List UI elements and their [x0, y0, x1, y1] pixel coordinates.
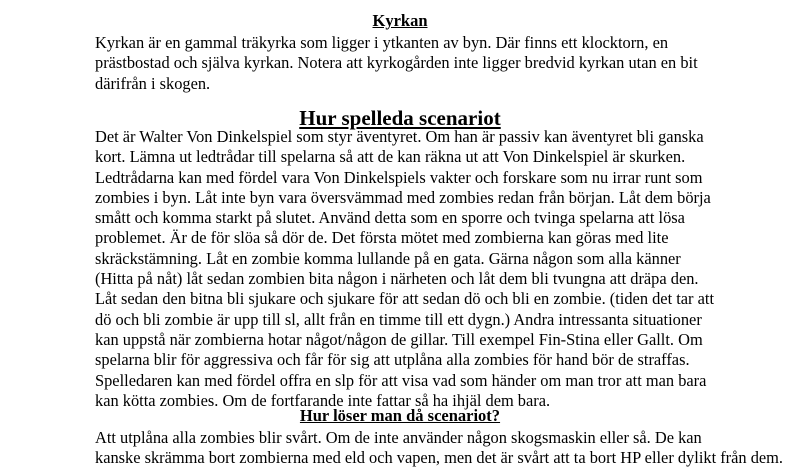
text-line: kanske skrämma bort zombierna med eld och vapen, men det är svårt att ta bort HP eller dylikt från dem. [95, 448, 784, 468]
text-line: kort. Lämna ut ledtrådar till spelarna så att de kan räkna ut att Von Dinkelspiel är skurken. [95, 147, 686, 167]
text-line: kan uppstå när zombierna hotar något/någon de gillar. Till exempel Fin-Stina eller Gallt. Om [95, 329, 703, 349]
text-line: Ledtrådarna kan med fördel vara Von Dinkelspiels vakter och forskare som nu irrar runt som [95, 167, 703, 187]
section-heading-spelleda: Hur spelleda scenariot [299, 106, 501, 130]
text-line: kan kötta zombies. Om de fortfarande inte fattar så ha ihjäl dem bara. [95, 390, 551, 410]
text-line: Kyrkan är en gammal träkyrka som ligger i ytkanten av byn. Där finns ett klocktorn, en [95, 33, 669, 52]
text-line: zombies i byn. Låt inte byn vara översvämmad med zombies redan från början. Låt dem börja [95, 187, 711, 207]
paragraph-spelleda [95, 127, 735, 411]
text-line: smått och komma starkt på slutet. Använd detta som en sporre och tvinga spelarna att lösa [95, 208, 685, 228]
text-line: (Hitta på nåt) låt sedan zombien bita någon i närheten och låt dem bli tvungna att dräpa den. [95, 269, 699, 289]
text-line: dö och bli zombie är upp till sl, allt från en timme till ett dygn.) Andra intressanta situationer [95, 309, 702, 329]
text-line: Det är Walter Von Dinkelspiel som styr äventyret. Om han är passiv kan äventyret bli ganska [95, 127, 704, 146]
paragraph-losning [95, 428, 784, 469]
section-heading-losning: Hur löser man då scenariot? [299, 406, 501, 425]
text-line: problemet. Är de för slöa så dör de. Det första mötet med zombierna kan göras med lite [95, 228, 669, 248]
text-line: spelarna blir för aggressiva och får för sig att utplåna alla zombies för hand bör de straffas. [95, 350, 690, 370]
text-line: Låt sedan den bitna bli sjukare och sjukare för att sedan dö och bli en zombie. (tiden det tar att [95, 289, 714, 309]
text-line: därifrån i skogen. [95, 73, 211, 93]
text-line: Spelledaren kan med fördel offra en slp för att visa vad som händer om man tror att man bara [95, 370, 707, 390]
text-line: Att utplåna alla zombies blir svårt. Om de inte använder någon skogsmaskin eller så. De kan [95, 428, 702, 447]
paragraph-kyrkan [95, 33, 735, 94]
text-line: skräckstämning. Låt en zombie komma lullande på en gata. Gärna någon som alla känner [95, 248, 681, 268]
text-line: prästbostad och själva kyrkan. Notera att kyrkogården inte ligger bredvid kyrkan utan en bit [95, 53, 698, 73]
section-heading-kyrkan: Kyrkan [372, 11, 428, 30]
